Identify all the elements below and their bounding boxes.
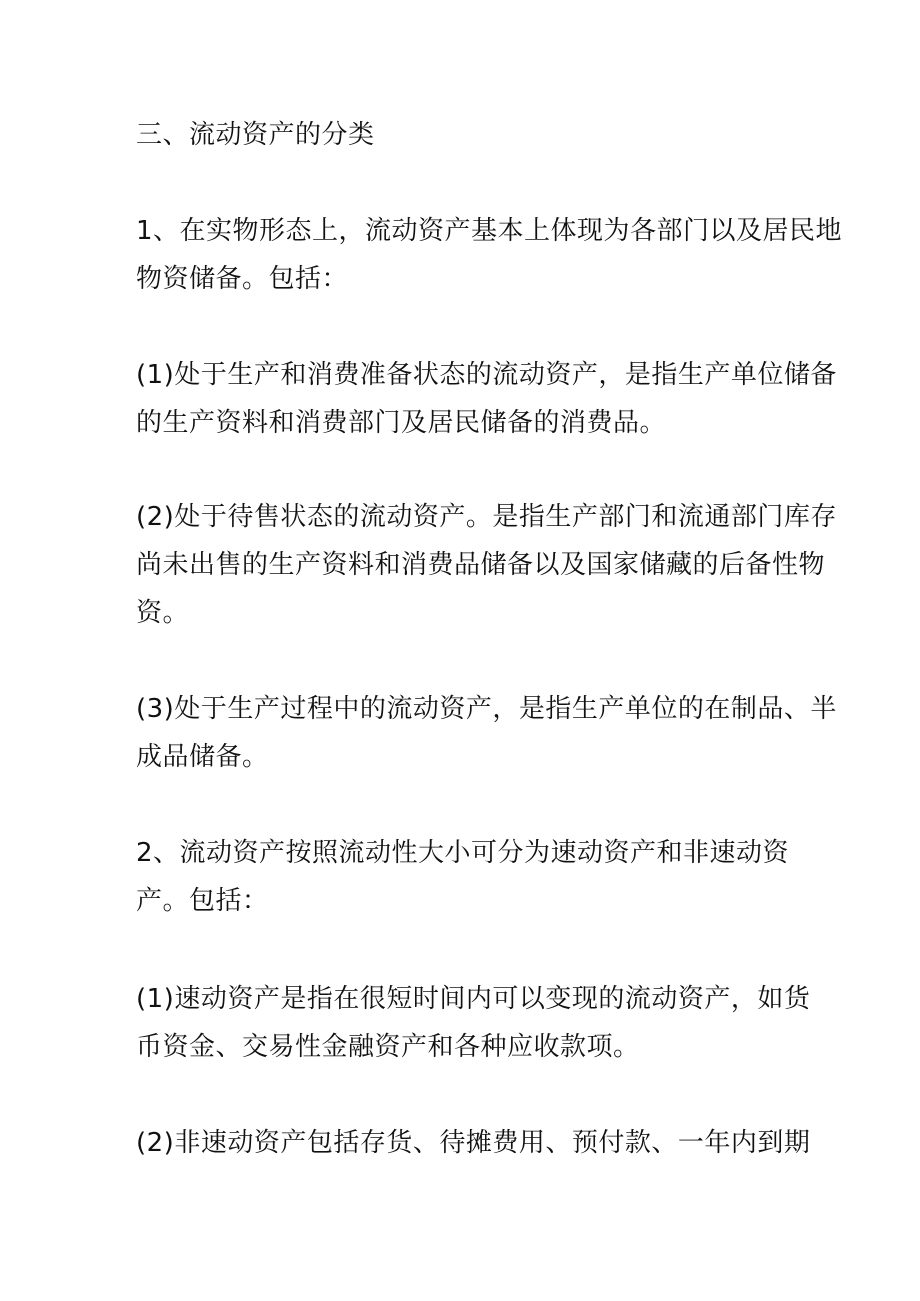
paragraph-line: 尚未出售的生产资料和消费品储备以及国家储藏的后备性物 bbox=[136, 550, 826, 580]
paragraph-line: 成品储备。 bbox=[136, 742, 269, 772]
paragraph-line: (2)处于待售状态的流动资产。是指生产部门和流通部门库存 bbox=[136, 502, 837, 532]
paragraph-line: 资。 bbox=[136, 598, 190, 628]
paragraph-line: (2)非速动资产包括存货、待摊费用、预付款、一年内到期 bbox=[136, 1128, 811, 1158]
paragraph-line: (1)速动资产是指在很短时间内可以变现的流动资产，如货 bbox=[136, 984, 811, 1014]
paragraph-line: (3)处于生产过程中的流动资产，是指生产单位的在制品、半 bbox=[136, 694, 837, 724]
paragraph-line: 币资金、交易性金融资产和各种应收款项。 bbox=[136, 1032, 640, 1062]
paragraph-line: 的生产资料和消费部门及居民储备的消费品。 bbox=[136, 408, 667, 438]
paragraph-line: 物资储备。包括： bbox=[136, 264, 349, 294]
paragraph-line: (1)处于生产和消费准备状态的流动资产，是指生产单位储备 bbox=[136, 360, 837, 390]
paragraph-line: 产。包括： bbox=[136, 886, 269, 916]
paragraph-line: 2、流动资产按照流动性大小可分为速动资产和非速动资 bbox=[136, 838, 790, 868]
section-heading: 三、流动资产的分类 bbox=[136, 120, 375, 150]
paragraph-line: 1、在实物形态上，流动资产基本上体现为各部门以及居民地 bbox=[136, 216, 843, 246]
